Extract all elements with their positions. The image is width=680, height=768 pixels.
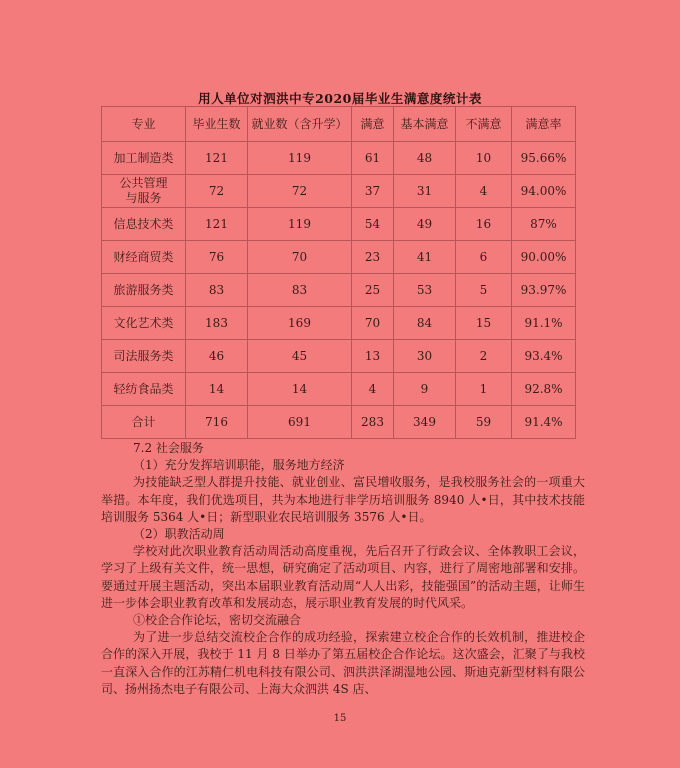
cell-satisfaction-rate: 90.00% <box>512 241 576 274</box>
cell-employed: 83 <box>248 274 352 307</box>
cell-basically-satisfied: 9 <box>394 373 456 406</box>
subsection-3-paragraph: 为了进一步总结交流校企合作的成功经验，探索建立校企合作的长效机制，推进校企合作的深入开展，我校于 11 月 8 日举办了第五届校企合作论坛。这次盛会，汇聚了与我校一直深入合作的江苏精仁机电科技有限公司、泗洪洪泽湖湿地公园、斯迪克新型材料有限公司、扬州扬杰电子有限公司、上海大众泗洪 4S 店、 <box>101 630 585 696</box>
cell-satisfied: 25 <box>352 274 394 307</box>
cell-major: 信息技术类 <box>102 208 186 241</box>
cell-satisfaction-rate: 95.66% <box>512 142 576 175</box>
subsection-1-paragraph: 为技能缺乏型人群提升技能、就业创业、富民增收服务，是我校服务社会的一项重大举措。本年度，我们优选项目，共为本地进行非学历培训服务 8940 人•日，其中技术技能培训服务 5364 人•日；新型职业农民培训服务 3576 人•日。 <box>101 475 585 524</box>
cell-satisfaction-rate: 94.00% <box>512 175 576 208</box>
subsection-2-paragraph: 学校对此次职业教育活动周活动高度重视，先后召开了行政会议、全体教职工会议，学习了上级有关文件，统一思想，研究确定了活动项目、内容，进行了周密地部署和安排。要通过开展主题活动，突出本届职业教育活动周“人人出彩，技能强国”的活动主题，让师生进一步体会职业教育改革和发展动态，展示职业教育发展的时代风采。 <box>101 544 585 610</box>
table-row <box>102 142 576 175</box>
cell-satisfaction-rate: 87% <box>512 208 576 241</box>
cell-satisfied: 23 <box>352 241 394 274</box>
body-text <box>101 440 585 698</box>
cell-graduates: 121 <box>186 208 248 241</box>
header-satisfied: 满意 <box>352 107 394 142</box>
cell-basically-satisfied: 349 <box>394 406 456 439</box>
table-title: 用人单位对泗洪中专2020届毕业生满意度统计表 <box>198 91 482 106</box>
cell-major: 文化艺术类 <box>102 307 186 340</box>
cell-unsatisfied: 10 <box>456 142 512 175</box>
cell-graduates: 72 <box>186 175 248 208</box>
table-row <box>102 373 576 406</box>
header-major: 专业 <box>102 107 186 142</box>
cell-basically-satisfied: 53 <box>394 274 456 307</box>
subsection-1-heading: （1）充分发挥培训职能，服务地方经济 <box>133 458 345 473</box>
cell-graduates: 716 <box>186 406 248 439</box>
cell-employed: 691 <box>248 406 352 439</box>
cell-satisfied: 13 <box>352 340 394 373</box>
cell-unsatisfied: 2 <box>456 340 512 373</box>
header-basically-satisfied: 基本满意 <box>394 107 456 142</box>
cell-unsatisfied: 4 <box>456 175 512 208</box>
cell-satisfaction-rate: 93.97% <box>512 274 576 307</box>
table-row <box>102 241 576 274</box>
table-header-row <box>102 107 576 142</box>
cell-unsatisfied: 1 <box>456 373 512 406</box>
cell-satisfied: 283 <box>352 406 394 439</box>
cell-basically-satisfied: 41 <box>394 241 456 274</box>
cell-unsatisfied: 15 <box>456 307 512 340</box>
cell-unsatisfied: 59 <box>456 406 512 439</box>
table-row <box>102 208 576 241</box>
section-heading: 7.2 社会服务 <box>133 441 204 455</box>
cell-satisfaction-rate: 92.8% <box>512 373 576 406</box>
cell-satisfaction-rate: 93.4% <box>512 340 576 373</box>
header-unsatisfied: 不满意 <box>456 107 512 142</box>
cell-employed: 45 <box>248 340 352 373</box>
cell-employed: 169 <box>248 307 352 340</box>
cell-major: 财经商贸类 <box>102 241 186 274</box>
cell-graduates: 121 <box>186 142 248 175</box>
header-graduates: 毕业生数 <box>186 107 248 142</box>
cell-unsatisfied: 6 <box>456 241 512 274</box>
cell-unsatisfied: 16 <box>456 208 512 241</box>
table-row <box>102 274 576 307</box>
table-row <box>102 340 576 373</box>
subsection-3-heading: ①校企合作论坛，密切交流融合 <box>133 613 302 628</box>
cell-major: 司法服务类 <box>102 340 186 373</box>
cell-employed: 72 <box>248 175 352 208</box>
cell-major: 轻纺食品类 <box>102 373 186 406</box>
cell-basically-satisfied: 48 <box>394 142 456 175</box>
table-row <box>102 307 576 340</box>
cell-major: 加工制造类 <box>102 142 186 175</box>
cell-basically-satisfied: 31 <box>394 175 456 208</box>
cell-unsatisfied: 5 <box>456 274 512 307</box>
cell-employed: 70 <box>248 241 352 274</box>
cell-graduates: 14 <box>186 373 248 406</box>
cell-graduates: 83 <box>186 274 248 307</box>
cell-basically-satisfied: 84 <box>394 307 456 340</box>
cell-satisfied: 61 <box>352 142 394 175</box>
cell-employed: 119 <box>248 208 352 241</box>
cell-satisfied: 70 <box>352 307 394 340</box>
table-row <box>102 175 576 208</box>
cell-basically-satisfied: 30 <box>394 340 456 373</box>
cell-employed: 119 <box>248 142 352 175</box>
cell-graduates: 46 <box>186 340 248 373</box>
table-body <box>102 142 576 439</box>
page-number: 15 <box>333 713 347 724</box>
cell-graduates: 76 <box>186 241 248 274</box>
subsection-2-heading: （2）职教活动周 <box>133 527 225 542</box>
cell-satisfied: 54 <box>352 208 394 241</box>
cell-graduates: 183 <box>186 307 248 340</box>
cell-employed: 14 <box>248 373 352 406</box>
cell-major: 公共管理与服务 <box>102 175 186 208</box>
satisfaction-table <box>101 106 576 439</box>
cell-satisfaction-rate: 91.4% <box>512 406 576 439</box>
cell-satisfaction-rate: 91.1% <box>512 307 576 340</box>
header-employed: 就业数（含升学） <box>248 107 352 142</box>
table-row <box>102 406 576 439</box>
cell-major: 合计 <box>102 406 186 439</box>
cell-major: 旅游服务类 <box>102 274 186 307</box>
header-satisfaction-rate: 满意率 <box>512 107 576 142</box>
cell-satisfied: 37 <box>352 175 394 208</box>
cell-satisfied: 4 <box>352 373 394 406</box>
cell-basically-satisfied: 49 <box>394 208 456 241</box>
